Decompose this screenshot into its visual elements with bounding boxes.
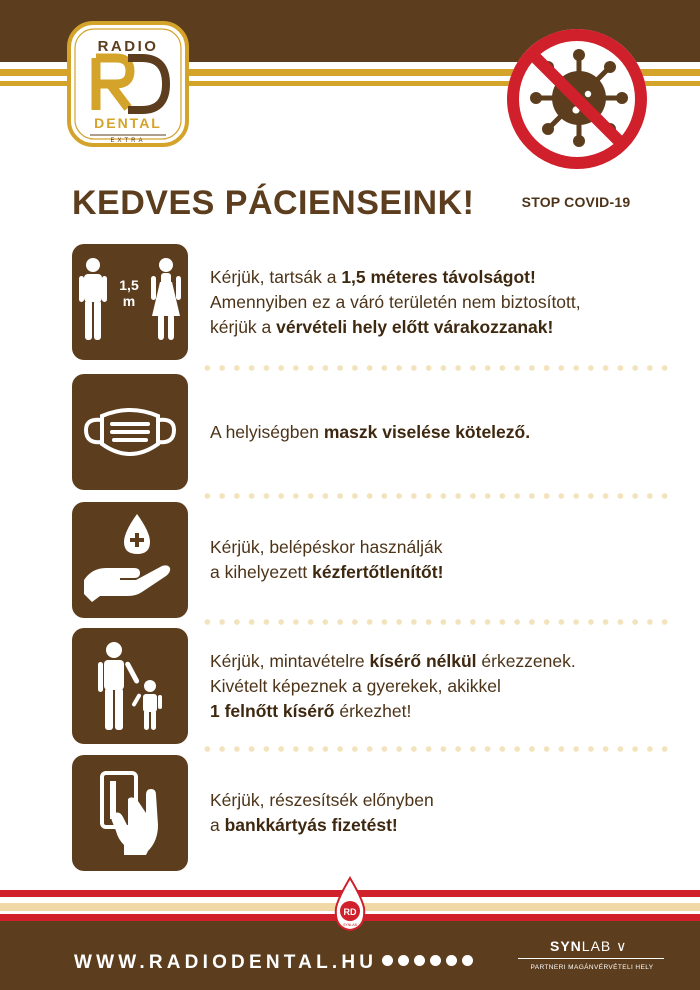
face-mask-icon bbox=[72, 374, 188, 490]
notice-text bbox=[210, 374, 670, 490]
blood-drop-logo-icon bbox=[332, 876, 368, 932]
notice-text bbox=[210, 628, 670, 744]
icon-box bbox=[72, 244, 188, 360]
text-line: Kérjük, belépéskor használják bbox=[210, 537, 443, 557]
distance-unit-label: m bbox=[122, 293, 136, 309]
notice-sanitizer bbox=[72, 502, 672, 618]
synlab-divider bbox=[518, 958, 664, 959]
text-line: A helyiségben maszk viselése kötelező. bbox=[210, 421, 531, 442]
notice-text bbox=[210, 755, 670, 871]
synlab-logo: SYNLAB ∨ bbox=[550, 938, 628, 954]
adult-child-icon bbox=[72, 628, 188, 744]
text-line: Kérjük, részesítsék előnyben bbox=[210, 790, 434, 810]
text-line: Kérjük, mintavételre kísérő nélkül érkezzenek. bbox=[210, 650, 576, 671]
notice-text bbox=[210, 244, 670, 360]
dotted-divider bbox=[200, 364, 672, 372]
logo-top-text: RADIO bbox=[97, 38, 159, 55]
notice-mask bbox=[72, 374, 672, 490]
icon-box bbox=[72, 502, 188, 618]
radio-dental-logo bbox=[66, 20, 190, 148]
card-payment-icon bbox=[72, 755, 188, 871]
icon-box bbox=[72, 628, 188, 744]
dotted-divider bbox=[200, 618, 672, 626]
icon-box bbox=[72, 755, 188, 871]
logo-badge-text: EXTRA bbox=[110, 138, 146, 144]
text-line: a bankkártyás fizetést! bbox=[210, 815, 398, 835]
notice-text bbox=[210, 502, 670, 618]
hand-sanitizer-icon bbox=[72, 502, 188, 618]
website-link[interactable]: WWW.RADIODENTAL.HU bbox=[74, 952, 378, 973]
text-line: Amennyiben ez a váró területén nem biztosított, bbox=[210, 291, 581, 312]
dotted-divider bbox=[200, 492, 672, 500]
logo-bottom-text: DENTAL bbox=[94, 115, 162, 131]
notice-card-payment bbox=[72, 755, 672, 871]
text-line: a kihelyezett kézfertőtlenítőt! bbox=[210, 562, 444, 582]
text-line: Kérjük, tartsák a 1,5 méteres távolságot! bbox=[210, 266, 536, 287]
synlab-subtitle: PARTNERI MAGÁNVÉRVÉTELI HELY bbox=[530, 964, 654, 971]
stop-covid-label: STOP COVID-19 bbox=[521, 194, 631, 210]
website-dots bbox=[382, 955, 473, 966]
distance-people-icon bbox=[72, 244, 188, 360]
distance-value-label: 1,5 bbox=[119, 277, 139, 293]
svg-text:RD: RD bbox=[343, 907, 357, 917]
synlab-leaf-icon: ∨ bbox=[616, 938, 628, 954]
text-line: Kivételt képeznek a gyerekek, akikkel bbox=[210, 675, 501, 696]
notice-distance bbox=[72, 244, 672, 360]
icon-box bbox=[72, 374, 188, 490]
stop-covid-sign-icon bbox=[502, 24, 652, 174]
dotted-divider bbox=[200, 745, 672, 753]
page-title: KEDVES PÁCIENSEINK! bbox=[72, 184, 475, 222]
drop-caption: SYNLAB bbox=[343, 923, 357, 927]
text-line: kérjük a vérvételi hely előtt várakozzanak! bbox=[210, 316, 554, 337]
notice-escort bbox=[72, 628, 672, 744]
text-line: 1 felnőtt kísérő érkezhet! bbox=[210, 700, 412, 721]
